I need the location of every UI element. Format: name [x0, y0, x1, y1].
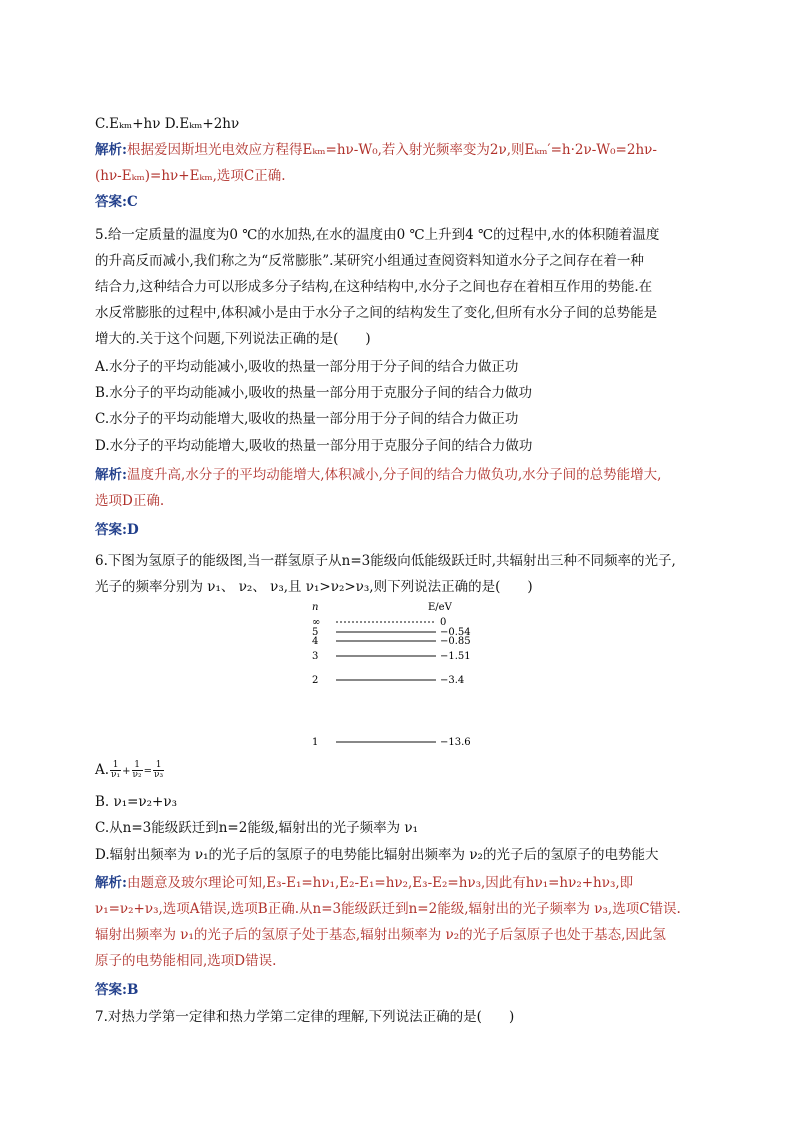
- answer-label: 答案:: [95, 982, 127, 998]
- explanation-label: 解析:: [95, 467, 127, 483]
- fraction-1-over-nu3: $\frac{1}{\text{ν₃}}$: [154, 760, 164, 780]
- level-5-e: −0.54: [440, 627, 471, 638]
- q6-stem-line-1: 6.下图为氢原子的能级图,当一群氢原子从n=3能级向低能级跃迁时,共辐射出三种不同频率的光子,: [95, 553, 676, 569]
- level-4-n: 4: [312, 636, 319, 647]
- q6-option-b: B. ν₁=ν₂+ν₃: [95, 794, 177, 810]
- q5-stem-line-3: 结合力,这种结合力可以形成多分子结构,在这种结构中,水分子之间也存在着相互作用的势能.在: [95, 279, 653, 295]
- q6-explanation-line-3: 辐射出频率为 ν₁的光子后的氢原子处于基态,辐射出频率为 ν₂的光子后氢原子也处于基态,因此氢: [95, 927, 666, 943]
- level-3-e: −1.51: [440, 651, 471, 662]
- level-1-e: −13.6: [440, 737, 471, 748]
- hydrogen-energy-level-diagram: [300, 598, 500, 758]
- q6-option-d: D.辐射出频率为 ν₁的光子后的氢原子的电势能比辐射出频率为 ν₂的光子后的氢原子的电势能大: [95, 847, 659, 863]
- level-5-n: 5: [312, 627, 319, 638]
- answer-label: 答案:: [95, 194, 127, 210]
- q7-stem-line-1: 7.对热力学第一定律和热力学第二定律的理解,下列说法正确的是( ): [95, 1009, 515, 1025]
- q6-explanation-line-4: 原子的电势能相同,选项D错误.: [95, 953, 277, 969]
- q6-option-a: A. $\frac{1}{\text{ν₁}}$ + $\frac{1}{\text{ν₂}}$ = $\frac{1}{\text{ν₃}}$: [95, 760, 164, 780]
- level-2-n: 2: [312, 675, 319, 686]
- q4-answer: 答案:C: [95, 194, 138, 210]
- q6-explanation-line-2: ν₁=ν₂+ν₃,选项A错误,选项B正确.从n=3能级跃迁到n=2能级,辐射出的光子频率为 ν₃,选项C错误.: [95, 901, 681, 917]
- level-2-e: −3.4: [440, 675, 465, 686]
- q5-stem-line-4: 水反常膨胀的过程中,体积减小是由于水分子之间的结构发生了变化,但所有水分子间的总势能是: [95, 305, 658, 321]
- answer-label: 答案:: [95, 522, 127, 538]
- level-4-e: −0.85: [440, 636, 471, 647]
- q4-explanation-line-1: 解析:根据爱因斯坦光电效应方程得Eₖₘ=hν-W₀,若入射光频率变为2ν,则Eₖₘ′=h·2ν-W₀=2hν-: [95, 142, 657, 158]
- q6-option-c: C.从n=3能级跃迁到n=2能级,辐射出的光子频率为 ν₁: [95, 820, 419, 836]
- q4-explanation-line-2: (hν-Eₖₘ)=hν+Eₖₘ,选项C正确.: [95, 168, 286, 184]
- q5-option-d: D.水分子的平均动能增大,吸收的热量一部分用于克服分子间的结合力做功: [95, 438, 533, 454]
- q5-stem-line-1: 5.给一定质量的温度为0 ℃的水加热,在水的温度由0 ℃上升到4 ℃的过程中,水的体积随着温度: [95, 227, 660, 243]
- fraction-1-over-nu1: $\frac{1}{\text{ν₁}}$: [111, 760, 121, 780]
- level-1-n: 1: [312, 737, 319, 748]
- col-n-header: n: [312, 602, 319, 613]
- q5-option-b: B.水分子的平均动能减小,吸收的热量一部分用于克服分子间的结合力做功: [95, 385, 533, 401]
- explanation-label: 解析:: [95, 875, 127, 891]
- col-e-header: E/eV: [428, 602, 452, 613]
- level-inf-n: ∞: [312, 617, 321, 628]
- explanation-label: 解析:: [95, 142, 127, 158]
- level-inf-e: 0: [440, 617, 447, 628]
- q5-option-a: A.水分子的平均动能减小,吸收的热量一部分用于分子间的结合力做正功: [95, 359, 519, 375]
- q5-stem-line-2: 的升高反而减小,我们称之为“反常膨胀”.某研究小组通过查阅资料知道水分子之间存在着一种: [95, 253, 644, 269]
- q4-options-c-d: C.Eₖₘ+hν D.Eₖₘ+2hν: [95, 116, 240, 132]
- q5-option-c: C.水分子的平均动能增大,吸收的热量一部分用于分子间的结合力做正功: [95, 411, 519, 427]
- fraction-1-over-nu2: $\frac{1}{\text{ν₂}}$: [132, 760, 142, 780]
- q5-stem-line-5: 增大的.关于这个问题,下列说法正确的是( ): [95, 331, 371, 347]
- q5-explanation-line-2: 选项D正确.: [95, 493, 165, 509]
- q6-explanation-line-1: 解析:由题意及玻尔理论可知,E₃-E₁=hν₁,E₂-E₁=hν₂,E₃-E₂=hν₃,因此有hν₁=hν₂+hν₃,即: [95, 875, 634, 891]
- q5-answer: 答案:D: [95, 522, 139, 538]
- q6-answer: 答案:B: [95, 982, 139, 998]
- q6-stem-line-2: 光子的频率分别为 ν₁、 ν₂、 ν₃,且 ν₁>ν₂>ν₃,则下列说法正确的是( ): [95, 579, 533, 595]
- level-3-n: 3: [312, 651, 319, 662]
- q5-explanation-line-1: 解析:温度升高,水分子的平均动能增大,体积减小,分子间的结合力做负功,水分子间的总势能增大,: [95, 467, 662, 483]
- energy-level-svg: [300, 598, 500, 758]
